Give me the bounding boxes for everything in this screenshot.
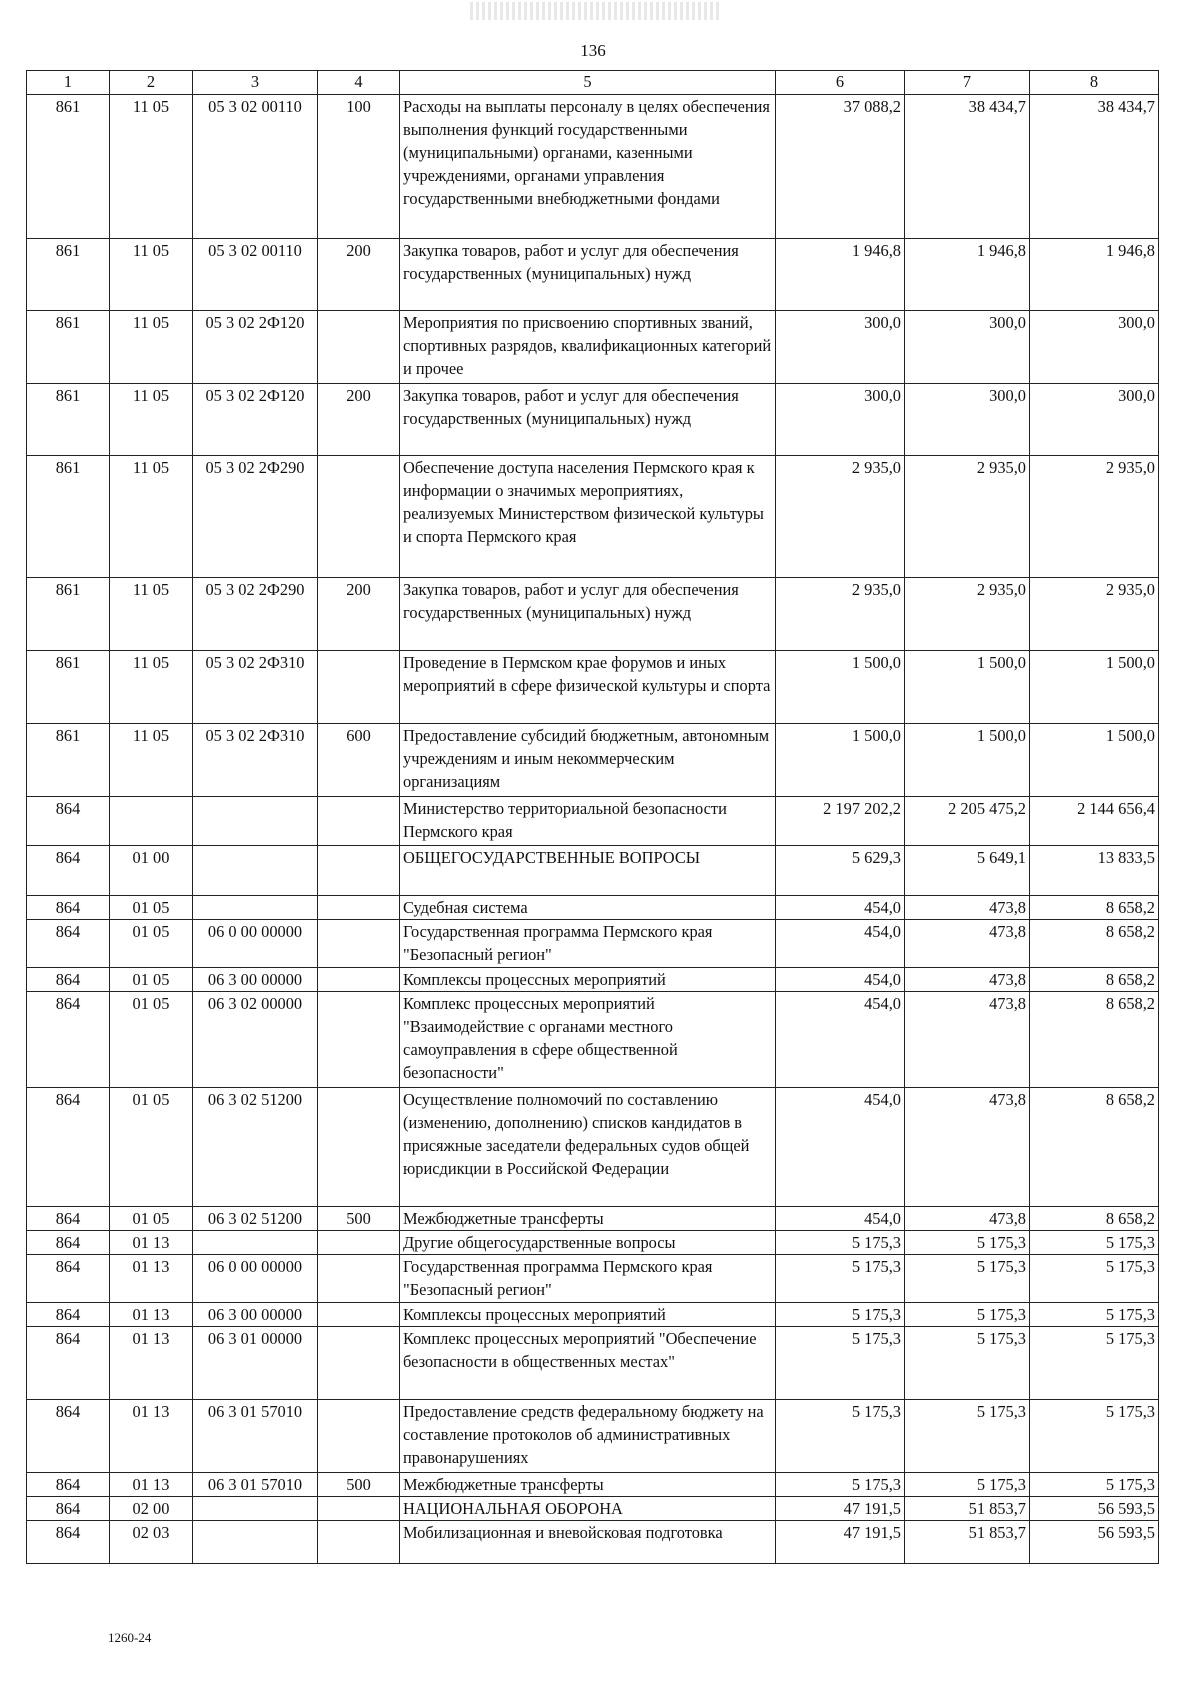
name-cell: Предоставление средств федеральному бюджету на составление протоколов об административных правонарушениях [400, 1400, 776, 1473]
target-code-cell [193, 797, 318, 846]
section-code-cell: 02 00 [110, 1497, 193, 1521]
year3-amount-cell: 38 434,7 [1030, 95, 1159, 239]
expense-type-cell [318, 920, 400, 968]
year3-amount-cell: 5 175,3 [1030, 1255, 1159, 1303]
section-code-cell: 01 05 [110, 1088, 193, 1207]
admin-code-cell: 861 [27, 724, 110, 797]
expense-type-cell [318, 992, 400, 1088]
year2-amount-cell: 5 175,3 [905, 1303, 1030, 1327]
table-row [27, 797, 1159, 846]
admin-code-cell: 864 [27, 1255, 110, 1303]
year1-amount-cell: 47 191,5 [776, 1497, 905, 1521]
year2-amount-cell: 5 175,3 [905, 1473, 1030, 1497]
year2-amount-cell: 38 434,7 [905, 95, 1030, 239]
name-cell: Комплексы процессных мероприятий [400, 1303, 776, 1327]
year2-amount-cell: 5 175,3 [905, 1400, 1030, 1473]
year3-amount-cell: 5 175,3 [1030, 1303, 1159, 1327]
year2-amount-cell: 473,8 [905, 1088, 1030, 1207]
section-code-cell: 11 05 [110, 724, 193, 797]
year2-amount-cell: 5 175,3 [905, 1255, 1030, 1303]
year1-amount-cell: 5 629,3 [776, 846, 905, 896]
expense-type-cell [318, 1231, 400, 1255]
name-cell: Обеспечение доступа населения Пермского края к информации о значимых мероприятиях, реализуемых Министерством физической культуры и спорта Пермского края [400, 456, 776, 578]
year1-amount-cell: 5 175,3 [776, 1327, 905, 1400]
table-row [27, 651, 1159, 724]
target-code-cell [193, 896, 318, 920]
admin-code-cell: 864 [27, 1231, 110, 1255]
admin-code-cell: 861 [27, 239, 110, 311]
section-code-cell: 11 05 [110, 456, 193, 578]
target-code-cell: 06 3 01 57010 [193, 1400, 318, 1473]
table-row [27, 239, 1159, 311]
table-row [27, 896, 1159, 920]
admin-code-cell: 864 [27, 1303, 110, 1327]
table-row [27, 724, 1159, 797]
target-code-cell: 06 3 01 57010 [193, 1473, 318, 1497]
target-code-cell: 05 3 02 00110 [193, 239, 318, 311]
year1-amount-cell: 5 175,3 [776, 1255, 905, 1303]
section-code-cell: 11 05 [110, 311, 193, 384]
section-code-cell [110, 797, 193, 846]
target-code-cell: 05 3 02 2Ф290 [193, 456, 318, 578]
section-code-cell: 01 05 [110, 920, 193, 968]
name-cell: Мобилизационная и вневойсковая подготовка [400, 1521, 776, 1564]
table-row [27, 1473, 1159, 1497]
year3-amount-cell: 1 500,0 [1030, 651, 1159, 724]
year2-amount-cell: 1 500,0 [905, 651, 1030, 724]
admin-code-cell: 864 [27, 1088, 110, 1207]
year1-amount-cell: 1 500,0 [776, 651, 905, 724]
year3-amount-cell: 1 500,0 [1030, 724, 1159, 797]
header-cell: 3 [193, 71, 318, 95]
expense-type-cell [318, 1327, 400, 1400]
admin-code-cell: 864 [27, 1497, 110, 1521]
admin-code-cell: 864 [27, 1521, 110, 1564]
target-code-cell [193, 846, 318, 896]
expense-type-cell [318, 456, 400, 578]
expense-type-cell: 100 [318, 95, 400, 239]
year2-amount-cell: 2 205 475,2 [905, 797, 1030, 846]
table-row [27, 1255, 1159, 1303]
year3-amount-cell: 300,0 [1030, 384, 1159, 456]
target-code-cell: 05 3 02 2Ф310 [193, 651, 318, 724]
target-code-cell: 06 3 02 00000 [193, 992, 318, 1088]
document-reference: 1260-24 [108, 1630, 152, 1645]
admin-code-cell: 861 [27, 651, 110, 724]
year3-amount-cell: 1 946,8 [1030, 239, 1159, 311]
header-cell: 7 [905, 71, 1030, 95]
table-row [27, 1231, 1159, 1255]
year1-amount-cell: 2 197 202,2 [776, 797, 905, 846]
year1-amount-cell: 1 500,0 [776, 724, 905, 797]
header-cell: 1 [27, 71, 110, 95]
expense-type-cell [318, 1497, 400, 1521]
year1-amount-cell: 2 935,0 [776, 578, 905, 651]
year3-amount-cell: 13 833,5 [1030, 846, 1159, 896]
year2-amount-cell: 5 649,1 [905, 846, 1030, 896]
header-cell: 4 [318, 71, 400, 95]
expense-type-cell [318, 1521, 400, 1564]
year2-amount-cell: 2 935,0 [905, 456, 1030, 578]
section-code-cell: 01 00 [110, 846, 193, 896]
year2-amount-cell: 51 853,7 [905, 1521, 1030, 1564]
name-cell: Мероприятия по присвоению спортивных званий, спортивных разрядов, квалификационных категорий и прочее [400, 311, 776, 384]
section-code-cell: 01 13 [110, 1303, 193, 1327]
section-code-cell: 01 13 [110, 1231, 193, 1255]
year1-amount-cell: 454,0 [776, 992, 905, 1088]
expense-type-cell: 200 [318, 384, 400, 456]
name-cell: Проведение в Пермском крае форумов и иных мероприятий в сфере физической культуры и спорта [400, 651, 776, 724]
year2-amount-cell: 2 935,0 [905, 578, 1030, 651]
year2-amount-cell: 5 175,3 [905, 1231, 1030, 1255]
target-code-cell: 05 3 02 2Ф290 [193, 578, 318, 651]
expense-type-cell [318, 797, 400, 846]
name-cell: Осуществление полномочий по составлению (изменению, дополнению) списков кандидатов в присяжные заседатели федеральных судов общей юрисдикции в Российской Федерации [400, 1088, 776, 1207]
name-cell: Комплексы процессных мероприятий [400, 968, 776, 992]
expense-type-cell [318, 311, 400, 384]
expense-type-cell: 500 [318, 1207, 400, 1231]
section-code-cell: 11 05 [110, 239, 193, 311]
header-cell: 8 [1030, 71, 1159, 95]
name-cell: Другие общегосударственные вопросы [400, 1231, 776, 1255]
section-code-cell: 01 13 [110, 1327, 193, 1400]
target-code-cell: 06 3 01 00000 [193, 1327, 318, 1400]
name-cell: Расходы на выплаты персоналу в целях обеспечения выполнения функций государственными (муниципальными) органами, казенными учреждениями, органами управления государственными внебюджетными фондами [400, 95, 776, 239]
year3-amount-cell: 56 593,5 [1030, 1497, 1159, 1521]
table-row [27, 992, 1159, 1088]
target-code-cell [193, 1231, 318, 1255]
admin-code-cell: 864 [27, 1327, 110, 1400]
admin-code-cell: 864 [27, 992, 110, 1088]
target-code-cell: 06 3 02 51200 [193, 1088, 318, 1207]
section-code-cell: 01 13 [110, 1255, 193, 1303]
year1-amount-cell: 454,0 [776, 1207, 905, 1231]
table-row [27, 920, 1159, 968]
table-row [27, 384, 1159, 456]
section-code-cell: 01 05 [110, 1207, 193, 1231]
name-cell: ОБЩЕГОСУДАРСТВЕННЫЕ ВОПРОСЫ [400, 846, 776, 896]
name-cell: Судебная система [400, 896, 776, 920]
year1-amount-cell: 5 175,3 [776, 1400, 905, 1473]
target-code-cell: 06 0 00 00000 [193, 1255, 318, 1303]
expense-type-cell [318, 651, 400, 724]
year1-amount-cell: 454,0 [776, 920, 905, 968]
section-code-cell: 11 05 [110, 578, 193, 651]
admin-code-cell: 861 [27, 311, 110, 384]
year1-amount-cell: 300,0 [776, 311, 905, 384]
year2-amount-cell: 1 500,0 [905, 724, 1030, 797]
header-cell: 2 [110, 71, 193, 95]
expense-type-cell: 200 [318, 239, 400, 311]
year3-amount-cell: 5 175,3 [1030, 1327, 1159, 1400]
year2-amount-cell: 1 946,8 [905, 239, 1030, 311]
expense-type-cell: 500 [318, 1473, 400, 1497]
year3-amount-cell: 8 658,2 [1030, 968, 1159, 992]
admin-code-cell: 861 [27, 456, 110, 578]
page-number: 136 [580, 41, 606, 60]
year3-amount-cell: 8 658,2 [1030, 896, 1159, 920]
year1-amount-cell: 37 088,2 [776, 95, 905, 239]
table-row [27, 578, 1159, 651]
year2-amount-cell: 473,8 [905, 1207, 1030, 1231]
target-code-cell: 05 3 02 2Ф120 [193, 311, 318, 384]
table-row [27, 1207, 1159, 1231]
name-cell: Комплекс процессных мероприятий "Обеспечение безопасности в общественных местах" [400, 1327, 776, 1400]
table-row [27, 1088, 1159, 1207]
table-row [27, 456, 1159, 578]
target-code-cell: 06 3 02 51200 [193, 1207, 318, 1231]
expense-type-cell: 600 [318, 724, 400, 797]
year2-amount-cell: 51 853,7 [905, 1497, 1030, 1521]
year2-amount-cell: 473,8 [905, 992, 1030, 1088]
admin-code-cell: 864 [27, 1400, 110, 1473]
section-code-cell: 11 05 [110, 95, 193, 239]
year1-amount-cell: 454,0 [776, 896, 905, 920]
admin-code-cell: 864 [27, 920, 110, 968]
year3-amount-cell: 5 175,3 [1030, 1473, 1159, 1497]
year2-amount-cell: 473,8 [905, 968, 1030, 992]
year3-amount-cell: 56 593,5 [1030, 1521, 1159, 1564]
year1-amount-cell: 5 175,3 [776, 1231, 905, 1255]
year1-amount-cell: 454,0 [776, 968, 905, 992]
table-body [27, 95, 1159, 1564]
year3-amount-cell: 8 658,2 [1030, 1207, 1159, 1231]
target-code-cell: 06 3 00 00000 [193, 968, 318, 992]
table-row [27, 1497, 1159, 1521]
expense-type-cell: 200 [318, 578, 400, 651]
admin-code-cell: 864 [27, 1207, 110, 1231]
year1-amount-cell: 5 175,3 [776, 1303, 905, 1327]
year3-amount-cell: 5 175,3 [1030, 1231, 1159, 1255]
year3-amount-cell: 2 935,0 [1030, 578, 1159, 651]
header-cell: 6 [776, 71, 905, 95]
expense-type-cell [318, 896, 400, 920]
year3-amount-cell: 2 144 656,4 [1030, 797, 1159, 846]
expense-type-cell [318, 1303, 400, 1327]
expense-type-cell [318, 968, 400, 992]
admin-code-cell: 864 [27, 797, 110, 846]
year2-amount-cell: 300,0 [905, 311, 1030, 384]
section-code-cell: 01 05 [110, 992, 193, 1088]
year3-amount-cell: 2 935,0 [1030, 456, 1159, 578]
year1-amount-cell: 5 175,3 [776, 1473, 905, 1497]
header-cell: 5 [400, 71, 776, 95]
table-row [27, 846, 1159, 896]
section-code-cell: 11 05 [110, 384, 193, 456]
name-cell: Государственная программа Пермского края "Безопасный регион" [400, 1255, 776, 1303]
admin-code-cell: 861 [27, 95, 110, 239]
year2-amount-cell: 473,8 [905, 896, 1030, 920]
name-cell: Межбюджетные трансферты [400, 1207, 776, 1231]
expense-type-cell [318, 1088, 400, 1207]
name-cell: Предоставление субсидий бюджетным, автономным учреждениям и иным некоммерческим организациям [400, 724, 776, 797]
name-cell: Комплекс процессных мероприятий "Взаимодействие с органами местного самоуправления в сфере общественной безопасности" [400, 992, 776, 1088]
target-code-cell: 05 3 02 2Ф120 [193, 384, 318, 456]
scan-artifact [470, 2, 720, 20]
year2-amount-cell: 5 175,3 [905, 1327, 1030, 1400]
name-cell: Закупка товаров, работ и услуг для обеспечения государственных (муниципальных) нужд [400, 578, 776, 651]
year1-amount-cell: 47 191,5 [776, 1521, 905, 1564]
admin-code-cell: 864 [27, 846, 110, 896]
year3-amount-cell: 8 658,2 [1030, 920, 1159, 968]
name-cell: Государственная программа Пермского края "Безопасный регион" [400, 920, 776, 968]
expense-type-cell [318, 1255, 400, 1303]
year2-amount-cell: 473,8 [905, 920, 1030, 968]
name-cell: Закупка товаров, работ и услуг для обеспечения государственных (муниципальных) нужд [400, 239, 776, 311]
budget-table [26, 70, 1159, 1564]
name-cell: Министерство территориальной безопасности Пермского края [400, 797, 776, 846]
target-code-cell: 05 3 02 00110 [193, 95, 318, 239]
name-cell: НАЦИОНАЛЬНАЯ ОБОРОНА [400, 1497, 776, 1521]
section-code-cell: 02 03 [110, 1521, 193, 1564]
table-row [27, 968, 1159, 992]
year3-amount-cell: 5 175,3 [1030, 1400, 1159, 1473]
section-code-cell: 01 13 [110, 1400, 193, 1473]
name-cell: Межбюджетные трансферты [400, 1473, 776, 1497]
table-row [27, 1303, 1159, 1327]
section-code-cell: 11 05 [110, 651, 193, 724]
year3-amount-cell: 8 658,2 [1030, 992, 1159, 1088]
header-row [27, 71, 1159, 95]
section-code-cell: 01 05 [110, 896, 193, 920]
section-code-cell: 01 13 [110, 1473, 193, 1497]
target-code-cell: 06 3 00 00000 [193, 1303, 318, 1327]
year3-amount-cell: 300,0 [1030, 311, 1159, 384]
table-row [27, 1400, 1159, 1473]
expense-type-cell [318, 1400, 400, 1473]
year2-amount-cell: 300,0 [905, 384, 1030, 456]
table-row [27, 311, 1159, 384]
table-row [27, 95, 1159, 239]
admin-code-cell: 864 [27, 1473, 110, 1497]
target-code-cell [193, 1521, 318, 1564]
target-code-cell: 06 0 00 00000 [193, 920, 318, 968]
expense-type-cell [318, 846, 400, 896]
section-code-cell: 01 05 [110, 968, 193, 992]
year3-amount-cell: 8 658,2 [1030, 1088, 1159, 1207]
target-code-cell [193, 1497, 318, 1521]
table-row [27, 1327, 1159, 1400]
admin-code-cell: 861 [27, 384, 110, 456]
year1-amount-cell: 1 946,8 [776, 239, 905, 311]
target-code-cell: 05 3 02 2Ф310 [193, 724, 318, 797]
year1-amount-cell: 454,0 [776, 1088, 905, 1207]
admin-code-cell: 864 [27, 896, 110, 920]
admin-code-cell: 861 [27, 578, 110, 651]
admin-code-cell: 864 [27, 968, 110, 992]
year1-amount-cell: 2 935,0 [776, 456, 905, 578]
year1-amount-cell: 300,0 [776, 384, 905, 456]
name-cell: Закупка товаров, работ и услуг для обеспечения государственных (муниципальных) нужд [400, 384, 776, 456]
table-row [27, 1521, 1159, 1564]
